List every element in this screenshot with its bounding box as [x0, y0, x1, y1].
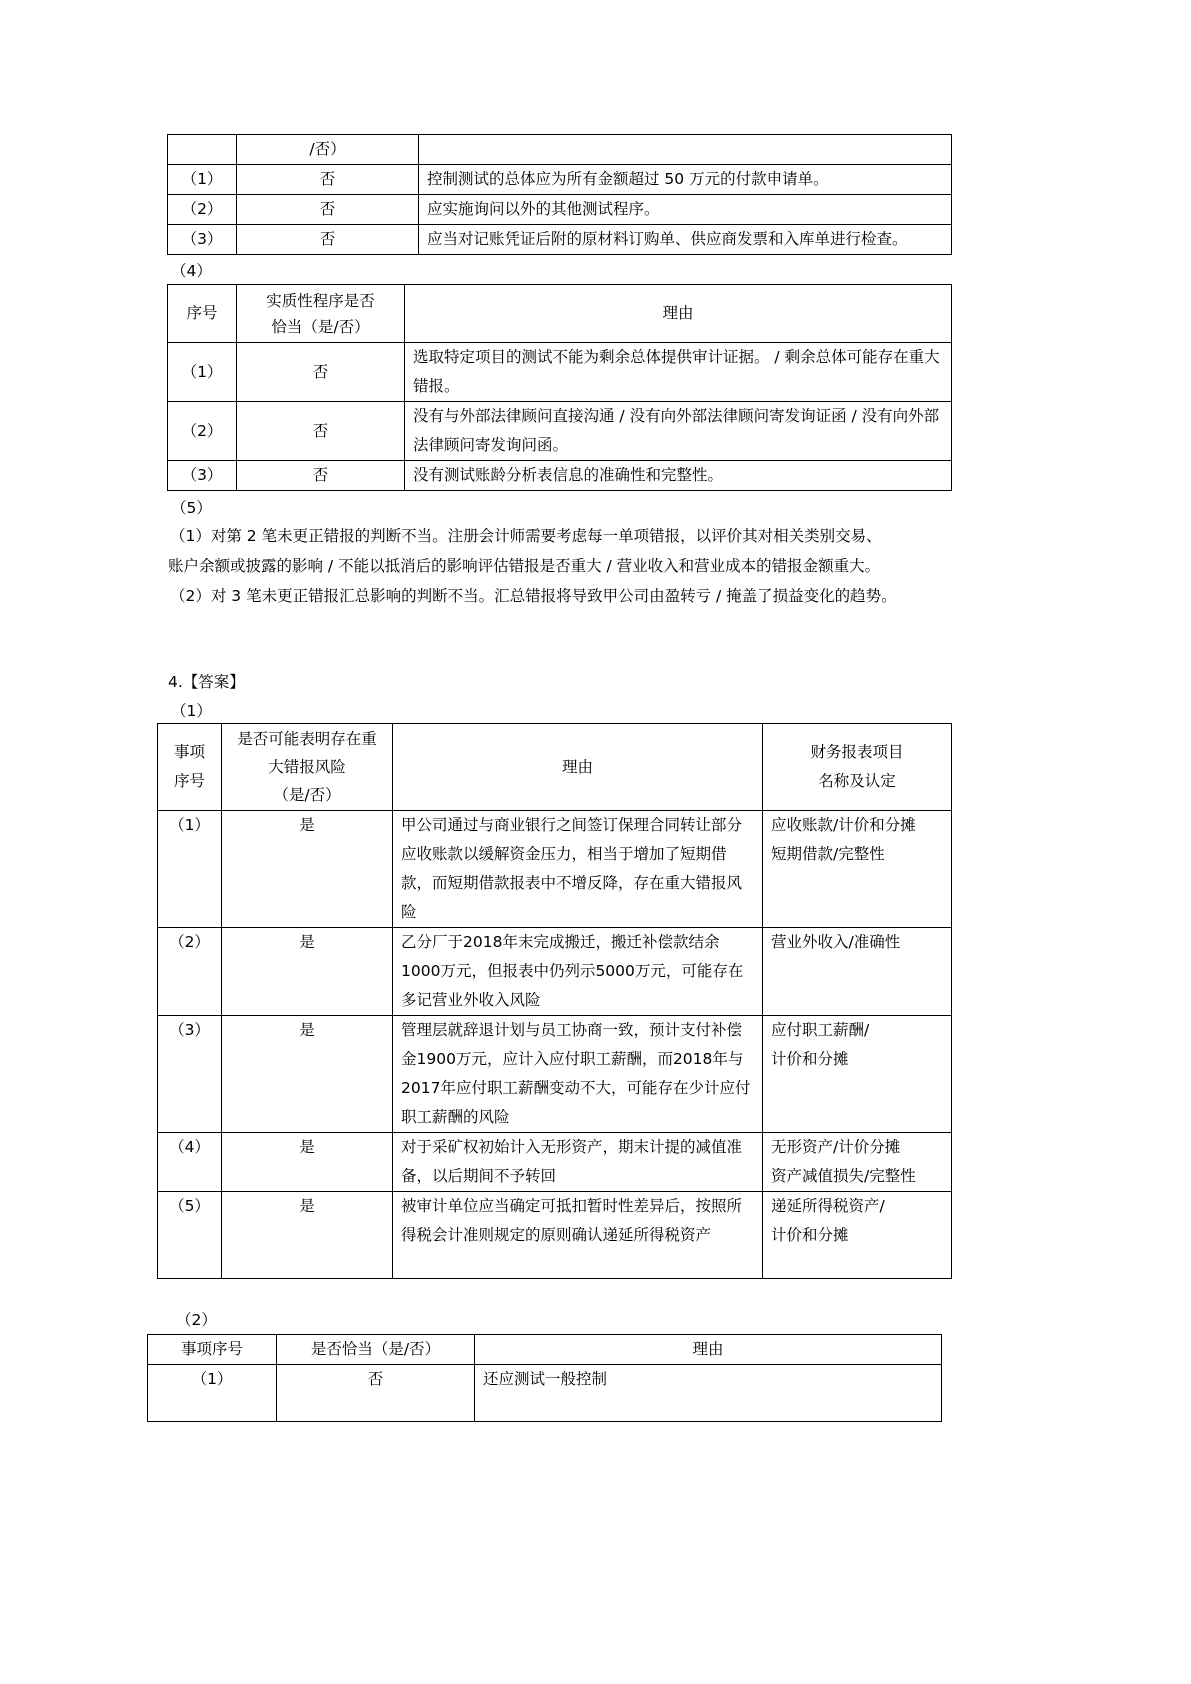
row-number: （5）	[158, 1192, 222, 1279]
table-row	[158, 928, 952, 1016]
column-header	[222, 724, 393, 811]
row-item	[763, 1192, 952, 1279]
paragraph-line: 账户余额或披露的影响 / 不能以抵消后的影响评估错报是否重大 / 营业收入和营业成本的错报金额重大。	[168, 557, 881, 575]
section-label: （5）	[171, 499, 212, 517]
row-number: （3）	[168, 225, 237, 255]
paragraph-line: （1）对第 2 笔未更正错报的判断不当。注册会计师需要考虑每一单项错报，以评价其对相关类别交易、	[170, 527, 882, 545]
row-reason: 乙分厂于2018年末完成搬迁，搬迁补偿款结余1000万元，但报表中仍列示5000万元，可能存在多记营业外收入风险	[393, 928, 763, 1016]
section-title: 4.【答案】	[168, 673, 245, 691]
row-answer: 否	[237, 461, 405, 491]
table-risk-assessment	[157, 723, 952, 1279]
section-label: （2）	[176, 1311, 217, 1329]
table-row	[168, 461, 952, 491]
row-reason: 没有测试账龄分析表信息的准确性和完整性。	[405, 461, 952, 491]
row-answer: 否	[237, 225, 419, 255]
item-line: 短期借款/完整性	[771, 845, 885, 863]
table-header-row	[158, 724, 952, 811]
row-reason: 应当对记账凭证后附的原材料订购单、供应商发票和入库单进行检查。	[419, 225, 952, 255]
row-reason: 被审计单位应当确定可抵扣暂时性差异后，按照所得税会计准则规定的原则确认递延所得税资产	[393, 1192, 763, 1279]
row-number: （3）	[168, 461, 237, 491]
table-header-row	[168, 285, 952, 343]
header-line: 实质性程序是否	[266, 291, 375, 310]
column-header	[237, 285, 405, 343]
column-header: 序号	[168, 285, 237, 343]
header-line: 名称及认定	[818, 772, 896, 790]
column-header: 事项序号	[148, 1335, 277, 1365]
table-row	[148, 1365, 942, 1422]
section-label: （1）	[171, 702, 212, 720]
row-answer: 是	[222, 1133, 393, 1192]
table-row	[158, 1192, 952, 1279]
row-reason: 控制测试的总体应为所有金额超过 50 万元的付款申请单。	[419, 165, 952, 195]
row-answer: 否	[237, 343, 405, 402]
column-header: 理由	[475, 1335, 942, 1365]
row-reason: 没有与外部法律顾问直接沟通 / 没有向外部法律顾问寄发询证函 / 没有向外部法律顾问寄发询问函。	[405, 402, 952, 461]
row-answer: 否	[237, 165, 419, 195]
row-answer: 是	[222, 811, 393, 928]
row-number: （1）	[168, 343, 237, 402]
item-line: 计价和分摊	[771, 1050, 849, 1068]
item-line: 无形资产/计价分摊	[771, 1138, 901, 1156]
table-row	[168, 343, 952, 402]
header-tail: /否）	[237, 135, 419, 165]
item-line: 应付职工薪酬/	[771, 1021, 870, 1039]
table-row	[158, 1133, 952, 1192]
row-reason: 管理层就辞退计划与员工协商一致，预计支付补偿金1900万元，应计入应付职工薪酬，而2018年与2017年应付职工薪酬变动不大，可能存在少计应付职工薪酬的风险	[393, 1016, 763, 1133]
table-row	[158, 1016, 952, 1133]
row-number: （4）	[158, 1133, 222, 1192]
table-cell	[419, 135, 952, 165]
section-label: （4）	[171, 262, 212, 280]
header-line: 是否可能表明存在重	[237, 730, 377, 748]
table-cell	[168, 135, 237, 165]
column-header: 理由	[393, 724, 763, 811]
table-row	[168, 195, 952, 225]
table-substantive	[167, 284, 952, 491]
header-line: （是/否）	[273, 786, 341, 804]
table-header-row	[148, 1335, 942, 1365]
column-header	[763, 724, 952, 811]
column-header: 是否恰当（是/否）	[277, 1335, 475, 1365]
row-number: （3）	[158, 1016, 222, 1133]
table-row	[168, 135, 952, 165]
row-item: 营业外收入/准确性	[763, 928, 952, 1016]
row-answer: 否	[277, 1365, 475, 1422]
row-number: （2）	[168, 195, 237, 225]
table-row	[168, 225, 952, 255]
header-line: 事项	[173, 743, 205, 761]
row-answer: 是	[222, 928, 393, 1016]
paragraph-line: （2）对 3 笔未更正错报汇总影响的判断不当。汇总错报将导致甲公司由盈转亏 / 掩盖了损益变化的趋势。	[170, 587, 897, 605]
table-appropriateness	[147, 1334, 942, 1422]
row-answer: 否	[237, 402, 405, 461]
header-line: 财务报表项目	[810, 743, 904, 761]
header-line: 大错报风险	[268, 758, 346, 776]
table-row	[168, 165, 952, 195]
row-reason: 对于采矿权初始计入无形资产，期末计提的减值准备，以后期间不予转回	[393, 1133, 763, 1192]
row-item	[763, 811, 952, 928]
table-control-test	[167, 134, 952, 255]
table-row	[168, 402, 952, 461]
item-line: 应收账款/计价和分摊	[771, 816, 916, 834]
item-line: 递延所得税资产/	[771, 1197, 885, 1215]
row-answer: 是	[222, 1016, 393, 1133]
row-number: （1）	[148, 1365, 277, 1422]
column-header: 理由	[405, 285, 952, 343]
row-reason: 甲公司通过与商业银行之间签订保理合同转让部分应收账款以缓解资金压力，相当于增加了短期借款，而短期借款报表中不增反降，存在重大错报风险	[393, 811, 763, 928]
row-item	[763, 1133, 952, 1192]
item-line: 计价和分摊	[771, 1226, 849, 1244]
column-header	[158, 724, 222, 811]
row-number: （2）	[168, 402, 237, 461]
row-answer: 否	[237, 195, 419, 225]
row-number: （1）	[158, 811, 222, 928]
table-row	[158, 811, 952, 928]
item-line: 资产减值损失/完整性	[771, 1167, 916, 1185]
header-line: 恰当（是/否）	[271, 317, 370, 336]
row-number: （2）	[158, 928, 222, 1016]
row-number: （1）	[168, 165, 237, 195]
row-item	[763, 1016, 952, 1133]
row-reason: 选取特定项目的测试不能为剩余总体提供审计证据。 / 剩余总体可能存在重大错报。	[405, 343, 952, 402]
row-answer: 是	[222, 1192, 393, 1279]
row-reason: 应实施询问以外的其他测试程序。	[419, 195, 952, 225]
row-reason: 还应测试一般控制	[475, 1365, 942, 1422]
header-line: 序号	[173, 772, 205, 790]
